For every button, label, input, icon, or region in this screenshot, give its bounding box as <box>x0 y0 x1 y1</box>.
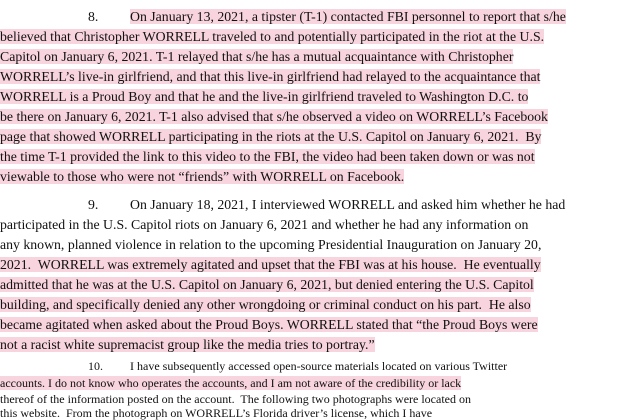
paragraph-line <box>0 126 640 147</box>
paragraph-line <box>0 194 640 215</box>
paragraph-number: 9. <box>88 197 99 212</box>
paragraph-line <box>0 234 640 255</box>
line-text: this website. From the photograph on WORRELL’s Florida driver’s license, which I have <box>0 406 433 420</box>
paragraph-line <box>0 392 640 406</box>
line-text: WORRELL is a Proud Boy and that he and the live-in girlfriend traveled to Washington D.C. to <box>0 89 529 104</box>
paragraph-line <box>0 46 640 67</box>
line-text: 2021. WORRELL was extremely agitated and upset that the FBI was at his house. He eventually <box>0 257 541 272</box>
paragraph-line <box>0 375 640 392</box>
line-text: believed that Christopher WORRELL traveled to and potentially participated in the riot at the U.S. <box>0 29 545 44</box>
paragraph-number: 10. <box>88 359 103 373</box>
paragraph-line <box>0 6 640 27</box>
paragraph-number: 8. <box>88 9 99 24</box>
line-text: not a racist white supremacist group like the media tries to portray.” <box>0 337 375 352</box>
paragraph-line <box>0 254 640 275</box>
paragraph-line <box>0 86 640 107</box>
line-text: On January 18, 2021, I interviewed WORRELL and asked him whether he had <box>130 197 566 212</box>
paragraph-line <box>0 66 640 87</box>
line-text: viewable to those who were not “friends” with WORRELL on Facebook. <box>0 169 405 184</box>
line-text: thereof of the information posted on the account. The following two photographs were located on <box>0 392 471 406</box>
line-text: any known, planned violence in relation to the upcoming Presidential Inauguration on January 20, <box>0 237 542 252</box>
paragraph-line <box>0 358 640 375</box>
line-text: the time T-1 provided the link to this video to the FBI, the video had been taken down or was not <box>0 149 535 164</box>
line-text: became agitated when asked about the Proud Boys. WORRELL stated that “the Proud Boys were <box>0 317 538 332</box>
paragraph-line <box>0 334 640 355</box>
line-text: Capitol on January 6, 2021. T-1 relayed that s/he has a mutual acquaintance with Christopher <box>0 49 514 64</box>
paragraph-line <box>0 214 640 235</box>
paragraph-line <box>0 294 640 315</box>
line-text: be there on January 6, 2021. T-1 also advised that s/he observed a video on WORRELL’s Facebook <box>0 109 548 124</box>
paragraph-line <box>0 26 640 47</box>
line-text: accounts. I do not know who operates the accounts, and I am not aware of the credibility or lack <box>0 376 462 390</box>
paragraph-line <box>0 106 640 127</box>
line-text: WORRELL’s live-in girlfriend, and that this live-in girlfriend had relayed to the acquaintance that <box>0 69 541 84</box>
paragraph-line <box>0 146 640 167</box>
paragraph-line <box>0 406 640 420</box>
line-text: participated in the U.S. Capitol riots on January 6, 2021 and whether he had any information on <box>0 217 529 232</box>
line-text: I have subsequently accessed open-source materials located on various Twitter <box>130 359 508 373</box>
paragraph-line <box>0 274 640 295</box>
paragraph-line <box>0 314 640 335</box>
line-text: On January 13, 2021, a tipster (T-1) contacted FBI personnel to report that s/he <box>130 9 566 24</box>
line-text: admitted that he was at the U.S. Capitol on January 6, 2021, but denied entering the U.S. Capitol <box>0 277 534 292</box>
line-text: page that showed WORRELL participating in the riots at the U.S. Capitol on January 6, 2021. By <box>0 129 542 144</box>
line-text: building, and specifically denied any other wrongdoing or criminal conduct on his part. He also <box>0 297 531 312</box>
paragraph-line <box>0 166 640 187</box>
